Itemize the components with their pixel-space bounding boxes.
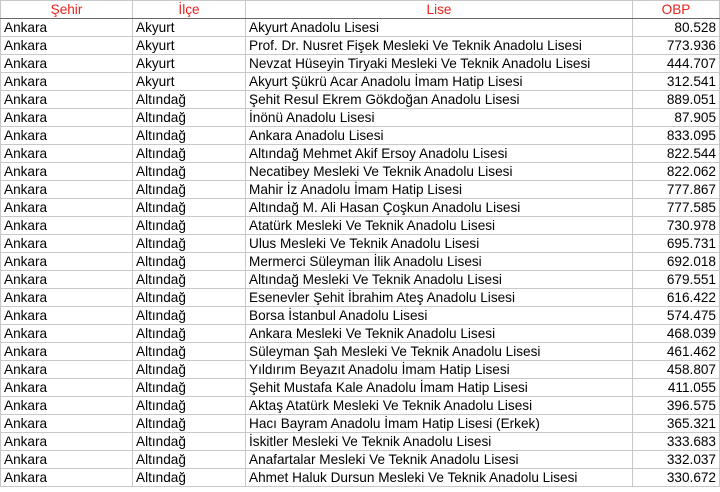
cell-sehir[interactable]: Ankara [1, 271, 133, 289]
cell-lise[interactable]: Aktaş Atatürk Mesleki Ve Teknik Anadolu Lisesi [246, 397, 633, 415]
table-row[interactable] [1, 415, 720, 433]
table-row[interactable] [1, 271, 720, 289]
cell-ilce[interactable]: Altındağ [133, 415, 246, 433]
cell-lise[interactable]: Ankara Anadolu Lisesi [246, 127, 633, 145]
cell-sehir[interactable]: Ankara [1, 55, 133, 73]
table-row[interactable] [1, 451, 720, 469]
cell-ilce[interactable]: Altındağ [133, 289, 246, 307]
cell-ilce[interactable]: Altındağ [133, 199, 246, 217]
cell-obp[interactable]: 332.037 [633, 451, 720, 469]
cell-obp[interactable]: 80.528 [633, 19, 720, 37]
cell-lise[interactable]: Şehit Resul Ekrem Gökdoğan Anadolu Lisesi [246, 91, 633, 109]
table-row[interactable] [1, 397, 720, 415]
cell-ilce[interactable]: Akyurt [133, 37, 246, 55]
cell-lise[interactable]: Altındağ Mesleki Ve Teknik Anadolu Lisesi [246, 271, 633, 289]
table-row[interactable] [1, 163, 720, 181]
cell-ilce[interactable]: Altındağ [133, 361, 246, 379]
cell-sehir[interactable]: Ankara [1, 217, 133, 235]
cell-ilce[interactable]: Altındağ [133, 253, 246, 271]
cell-obp[interactable]: 777.867 [633, 181, 720, 199]
cell-ilce[interactable]: Altındağ [133, 379, 246, 397]
cell-ilce[interactable]: Altındağ [133, 109, 246, 127]
cell-lise[interactable]: Akyurt Şükrü Acar Anadolu İmam Hatip Lisesi [246, 73, 633, 91]
table-row[interactable] [1, 307, 720, 325]
header-row [1, 1, 720, 19]
table-row[interactable] [1, 289, 720, 307]
cell-sehir[interactable]: Ankara [1, 289, 133, 307]
table-row[interactable] [1, 235, 720, 253]
cell-lise[interactable]: Prof. Dr. Nusret Fişek Mesleki Ve Teknik Anadolu Lisesi [246, 37, 633, 55]
cell-ilce[interactable]: Altındağ [133, 271, 246, 289]
cell-lise[interactable]: Mahir İz Anadolu İmam Hatip Lisesi [246, 181, 633, 199]
cell-sehir[interactable]: Ankara [1, 415, 133, 433]
cell-lise[interactable]: Nevzat Hüseyin Tiryaki Mesleki Ve Teknik Anadolu Lisesi [246, 55, 633, 73]
cell-ilce[interactable]: Altındağ [133, 181, 246, 199]
cell-obp[interactable]: 679.551 [633, 271, 720, 289]
cell-obp[interactable]: 330.672 [633, 469, 720, 487]
cell-ilce[interactable]: Akyurt [133, 55, 246, 73]
cell-obp[interactable]: 444.707 [633, 55, 720, 73]
cell-obp[interactable]: 822.062 [633, 163, 720, 181]
cell-sehir[interactable]: Ankara [1, 343, 133, 361]
cell-obp[interactable]: 396.575 [633, 397, 720, 415]
cell-ilce[interactable]: Altındağ [133, 343, 246, 361]
table-row[interactable] [1, 109, 720, 127]
cell-ilce[interactable]: Altındağ [133, 469, 246, 487]
cell-sehir[interactable]: Ankara [1, 325, 133, 343]
cell-obp[interactable]: 730.978 [633, 217, 720, 235]
cell-lise[interactable]: Necatibey Mesleki Ve Teknik Anadolu Lisesi [246, 163, 633, 181]
table-row[interactable] [1, 379, 720, 397]
cell-sehir[interactable]: Ankara [1, 451, 133, 469]
cell-lise[interactable]: Altındağ Mehmet Akif Ersoy Anadolu Lisesi [246, 145, 633, 163]
cell-lise[interactable]: Yıldırım Beyazıt Anadolu İmam Hatip Lisesi [246, 361, 633, 379]
cell-lise[interactable]: Ankara Mesleki Ve Teknik Anadolu Lisesi [246, 325, 633, 343]
cell-obp[interactable]: 833.095 [633, 127, 720, 145]
cell-lise[interactable]: Hacı Bayram Anadolu İmam Hatip Lisesi (Erkek) [246, 415, 633, 433]
table-row[interactable] [1, 37, 720, 55]
cell-obp[interactable]: 695.731 [633, 235, 720, 253]
cell-sehir[interactable]: Ankara [1, 19, 133, 37]
cell-lise[interactable]: Borsa İstanbul Anadolu Lisesi [246, 307, 633, 325]
cell-obp[interactable]: 616.422 [633, 289, 720, 307]
cell-sehir[interactable]: Ankara [1, 469, 133, 487]
table-row[interactable] [1, 253, 720, 271]
cell-ilce[interactable]: Altındağ [133, 397, 246, 415]
cell-ilce[interactable]: Akyurt [133, 19, 246, 37]
cell-ilce[interactable]: Altındağ [133, 145, 246, 163]
cell-obp[interactable]: 461.462 [633, 343, 720, 361]
column-header-obp[interactable]: OBP [633, 1, 720, 19]
cell-lise[interactable]: Şehit Mustafa Kale Anadolu İmam Hatip Lisesi [246, 379, 633, 397]
cell-ilce[interactable]: Altındağ [133, 307, 246, 325]
table-row[interactable] [1, 469, 720, 487]
column-header-lise[interactable]: Lise [246, 1, 633, 19]
cell-lise[interactable]: Atatürk Mesleki Ve Teknik Anadolu Lisesi [246, 217, 633, 235]
cell-ilce[interactable]: Akyurt [133, 73, 246, 91]
cell-obp[interactable]: 87.905 [633, 109, 720, 127]
cell-sehir[interactable]: Ankara [1, 253, 133, 271]
cell-ilce[interactable]: Altındağ [133, 163, 246, 181]
cell-obp[interactable]: 411.055 [633, 379, 720, 397]
table-header [1, 1, 720, 19]
table-row[interactable] [1, 19, 720, 37]
cell-obp[interactable]: 333.683 [633, 433, 720, 451]
cell-ilce[interactable]: Altındağ [133, 433, 246, 451]
table-row[interactable] [1, 91, 720, 109]
cell-sehir[interactable]: Ankara [1, 361, 133, 379]
column-header-ilce[interactable]: İlçe [133, 1, 246, 19]
cell-ilce[interactable]: Altındağ [133, 127, 246, 145]
table-row[interactable] [1, 199, 720, 217]
cell-lise[interactable]: Esenevler Şehit İbrahim Ateş Anadolu Lisesi [246, 289, 633, 307]
cell-sehir[interactable]: Ankara [1, 73, 133, 91]
cell-lise[interactable]: İnönü Anadolu Lisesi [246, 109, 633, 127]
cell-ilce[interactable]: Altındağ [133, 235, 246, 253]
cell-sehir[interactable]: Ankara [1, 127, 133, 145]
cell-sehir[interactable]: Ankara [1, 37, 133, 55]
cell-obp[interactable]: 312.541 [633, 73, 720, 91]
cell-sehir[interactable]: Ankara [1, 379, 133, 397]
cell-obp[interactable]: 692.018 [633, 253, 720, 271]
cell-ilce[interactable]: Altındağ [133, 451, 246, 469]
cell-obp[interactable]: 773.936 [633, 37, 720, 55]
cell-sehir[interactable]: Ankara [1, 163, 133, 181]
cell-lise[interactable]: Süleyman Şah Mesleki Ve Teknik Anadolu Lisesi [246, 343, 633, 361]
cell-sehir[interactable]: Ankara [1, 397, 133, 415]
cell-ilce[interactable]: Altındağ [133, 217, 246, 235]
cell-sehir[interactable]: Ankara [1, 307, 133, 325]
table-body [1, 19, 720, 487]
cell-obp[interactable]: 822.544 [633, 145, 720, 163]
cell-sehir[interactable]: Ankara [1, 199, 133, 217]
cell-obp[interactable]: 574.475 [633, 307, 720, 325]
cell-sehir[interactable]: Ankara [1, 433, 133, 451]
table-row[interactable] [1, 325, 720, 343]
cell-obp[interactable]: 777.585 [633, 199, 720, 217]
cell-ilce[interactable]: Altındağ [133, 325, 246, 343]
cell-lise[interactable]: Mermerci Süleyman İlik Anadolu Lisesi [246, 253, 633, 271]
column-header-sehir[interactable]: Şehir [1, 1, 133, 19]
cell-obp[interactable]: 468.039 [633, 325, 720, 343]
table-row[interactable] [1, 433, 720, 451]
cell-sehir[interactable]: Ankara [1, 235, 133, 253]
cell-obp[interactable]: 365.321 [633, 415, 720, 433]
cell-sehir[interactable]: Ankara [1, 181, 133, 199]
table-row[interactable] [1, 73, 720, 91]
cell-lise[interactable]: Altındağ M. Ali Hasan Çoşkun Anadolu Lisesi [246, 199, 633, 217]
cell-sehir[interactable]: Ankara [1, 145, 133, 163]
table-row[interactable] [1, 145, 720, 163]
cell-lise[interactable]: Akyurt Anadolu Lisesi [246, 19, 633, 37]
table-row[interactable] [1, 181, 720, 199]
table-row[interactable] [1, 127, 720, 145]
cell-ilce[interactable]: Altındağ [133, 91, 246, 109]
cell-lise[interactable]: Anafartalar Mesleki Ve Teknik Anadolu Lisesi [246, 451, 633, 469]
cell-sehir[interactable]: Ankara [1, 91, 133, 109]
table-row[interactable] [1, 55, 720, 73]
cell-lise[interactable]: İskitler Mesleki Ve Teknik Anadolu Lisesi [246, 433, 633, 451]
cell-lise[interactable]: Ahmet Haluk Dursun Mesleki Ve Teknik Anadolu Lisesi [246, 469, 633, 487]
table-row[interactable] [1, 217, 720, 235]
cell-sehir[interactable]: Ankara [1, 109, 133, 127]
table-row[interactable] [1, 361, 720, 379]
cell-lise[interactable]: Ulus Mesleki Ve Teknik Anadolu Lisesi [246, 235, 633, 253]
cell-obp[interactable]: 889.051 [633, 91, 720, 109]
table-row[interactable] [1, 343, 720, 361]
cell-obp[interactable]: 458.807 [633, 361, 720, 379]
